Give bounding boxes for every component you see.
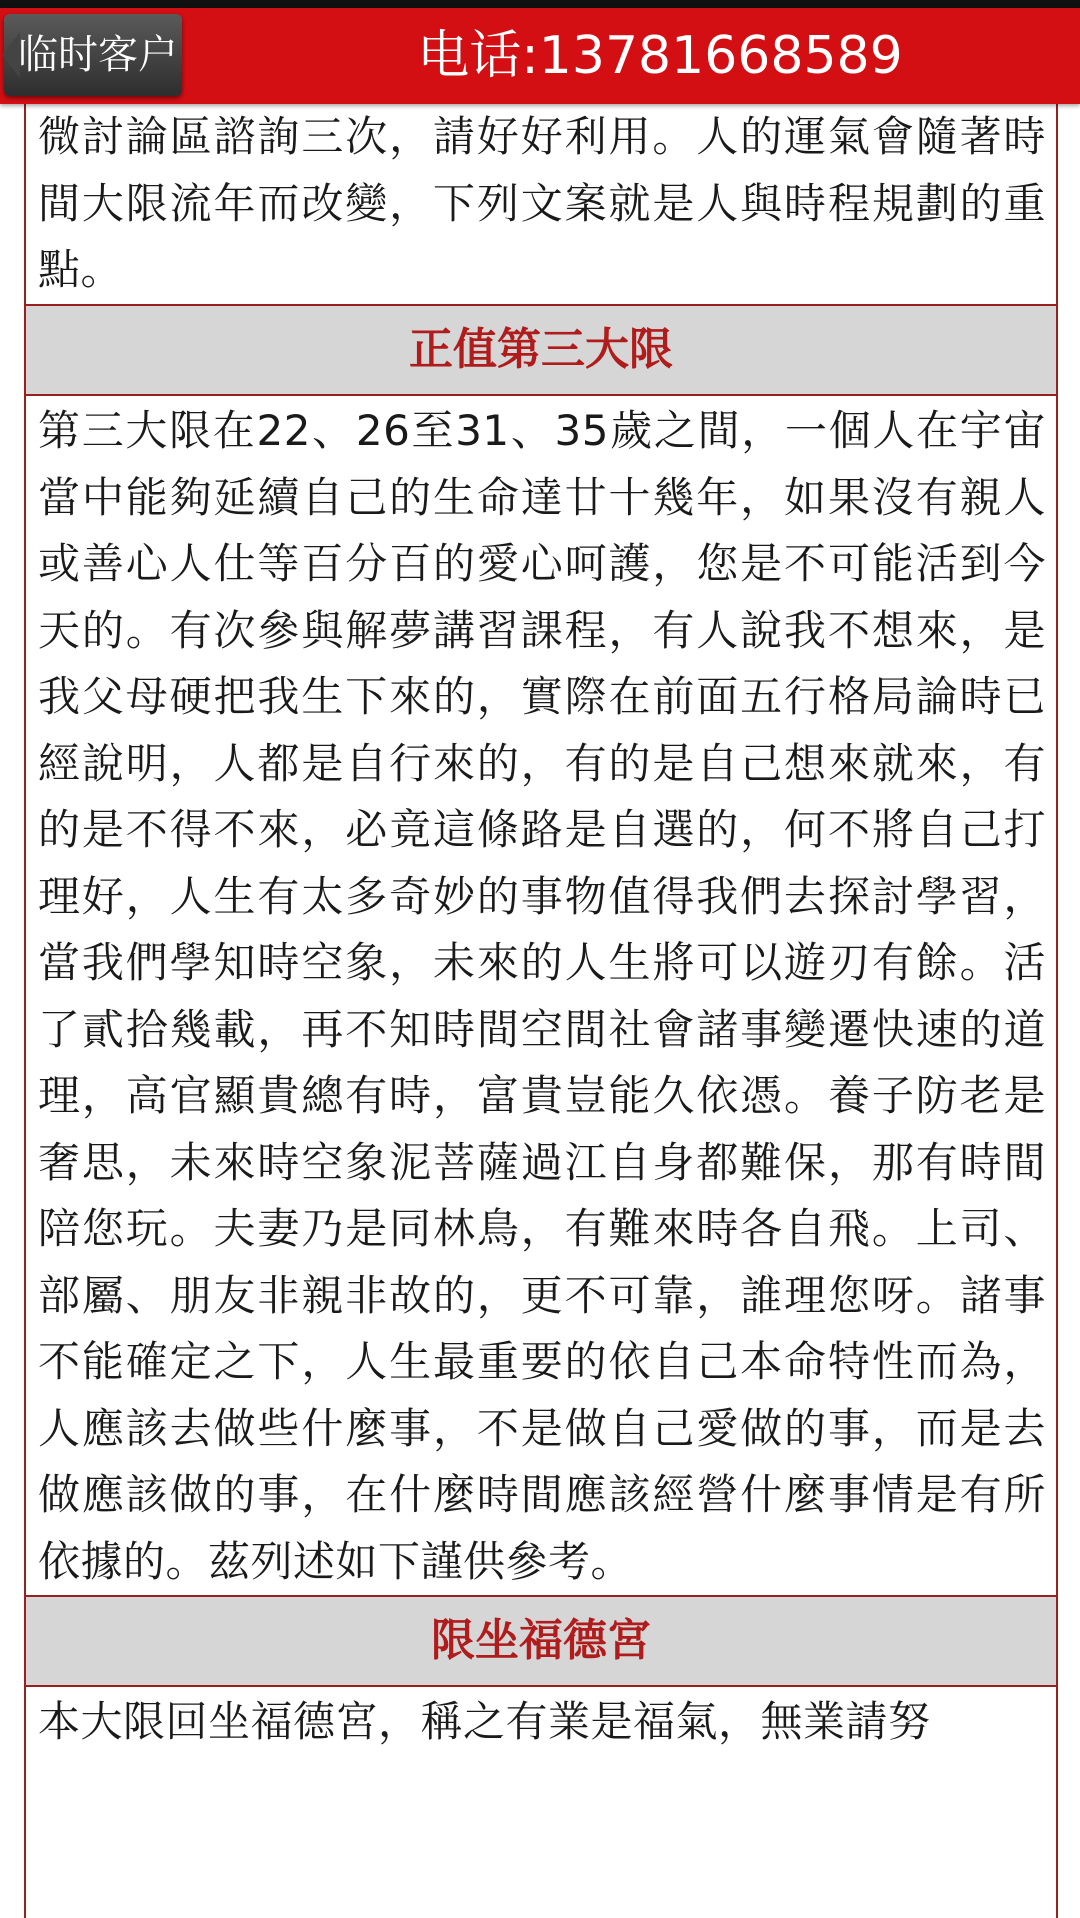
phone-number-title[interactable]: 电话:13781668589 bbox=[417, 26, 903, 86]
back-button-label: 临时客户 bbox=[18, 32, 178, 78]
section-title-third-period: 正值第三大限 bbox=[26, 306, 1056, 396]
section-body-third-period: 第三大限在22、26至31、35歲之間，一個人在宇宙當中能夠延續自己的生命達廿十幾年，如果沒有親人或善心人仕等百分百的愛心呵護，您是不可能活到今天的。有次參與解夢講習課程，有人說我不想來，是我父母硬把我生下來的，實際在前面五行格局論時已經說明，人都是自行來的，有的是自己想來就來，有的是不得不來，必竟這條路是自選的，何不將自己打理好，人生有太多奇妙的事物值得我們去探討學習，當我們學知時空象，未來的人生將可以遊刃有餘。活了貳拾幾載，再不知時間空間社會諸事變遷快速的道理，高官顯貴總有時，富貴豈能久依憑。養子防老是奢思，未來時空象泥菩薩過江自身都難保，那有時間陪您玩。夫妻乃是同林鳥，有難來時各自飛。上司、部屬、朋友非親非故的，更不可靠，誰理您呀。諸事不能確定之下，人生最重要的依自己本命特性而為，人應該去做些什麼事，不是做自己愛做的事，而是去做應該做的事，在什麼時間應該經營什麼事情是有所依據的。茲列述如下謹供參考。 bbox=[26, 396, 1056, 1597]
section-body-fortune-palace: 本大限回坐福德宮，稱之有業是福氣，無業請努 bbox=[38, 1697, 931, 1746]
status-bar bbox=[0, 0, 1080, 8]
back-button[interactable] bbox=[4, 14, 182, 96]
app-header bbox=[0, 8, 1080, 104]
article-content[interactable] bbox=[24, 104, 1058, 1918]
section-title-fortune-palace: 限坐福德宮 bbox=[26, 1597, 1056, 1687]
intro-paragraph: 微討論區諮詢三次，請好好利用。人的運氣會隨著時間大限流年而改變，下列文案就是人與時程規劃的重點。 bbox=[26, 104, 1056, 306]
